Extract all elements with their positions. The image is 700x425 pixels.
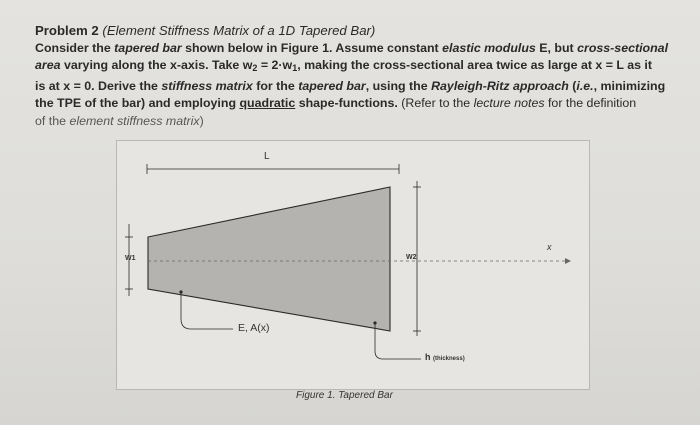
label-length: L (264, 151, 270, 162)
text: Rayleigh-Ritz approach (431, 78, 569, 93)
x-axis-arrowhead (565, 258, 571, 264)
label-h-note: (thickness) (433, 356, 465, 362)
text: is at x = 0. Derive the (35, 78, 162, 93)
problem-line-2 (35, 57, 675, 78)
text: for the definition (544, 96, 637, 111)
text: , using the (365, 78, 432, 93)
text: stiffness matrix (161, 78, 253, 93)
label-w1: W1 (125, 255, 136, 262)
label-modulus-area: E, A(x) (238, 322, 270, 334)
text: varying along the x-axis. Take w (60, 58, 253, 73)
tapered-bar-diagram (117, 141, 589, 389)
text: elastic modulus (442, 40, 536, 55)
text: = 2·w (257, 58, 293, 73)
problem-line-1 (35, 40, 675, 58)
label-thickness (425, 352, 465, 362)
text: , minimizing (593, 78, 666, 93)
text: shape-functions. (295, 96, 398, 111)
text: ) (199, 113, 204, 128)
text: E, but (535, 40, 578, 55)
text: , making the cross-sectional area twice as large at x = L as it (297, 58, 653, 73)
figure-caption: Figure 1. Tapered Bar (296, 390, 393, 401)
subscript: 2 (252, 63, 258, 74)
subscript: 1 (292, 63, 298, 74)
label-w2: W2 (406, 254, 417, 261)
problem-number: Problem 2 (35, 23, 99, 38)
label-h: h (425, 352, 431, 362)
text: lecture notes (473, 96, 545, 111)
tapered-bar-shape (148, 187, 390, 331)
text: i.e. (576, 78, 594, 93)
text: (Refer to the (397, 96, 474, 111)
text: area (35, 58, 61, 73)
text: the TPE of the bar) and employing (35, 96, 240, 111)
text: cross-sectional (577, 40, 669, 55)
text: of the (35, 113, 70, 128)
text: tapered bar (298, 78, 366, 93)
problem-line-3 (35, 78, 675, 96)
problem-line-4 (35, 95, 675, 113)
text: shown below in Figure 1. Assume constant (181, 40, 443, 55)
problem-title (35, 22, 675, 40)
problem-subtitle: (Element Stiffness Matrix of a 1D Tapered Bar) (98, 23, 376, 38)
text: tapered bar (114, 40, 182, 55)
text: quadratic (239, 96, 296, 111)
text: Consider the (35, 40, 115, 55)
label-x-axis: x (547, 242, 552, 252)
problem-statement (35, 22, 675, 131)
text: ( (568, 78, 577, 93)
problem-line-5 (35, 113, 675, 131)
figure-tapered-bar (116, 140, 590, 390)
text: element stiffness matrix (69, 113, 200, 128)
text: for the (252, 78, 299, 93)
